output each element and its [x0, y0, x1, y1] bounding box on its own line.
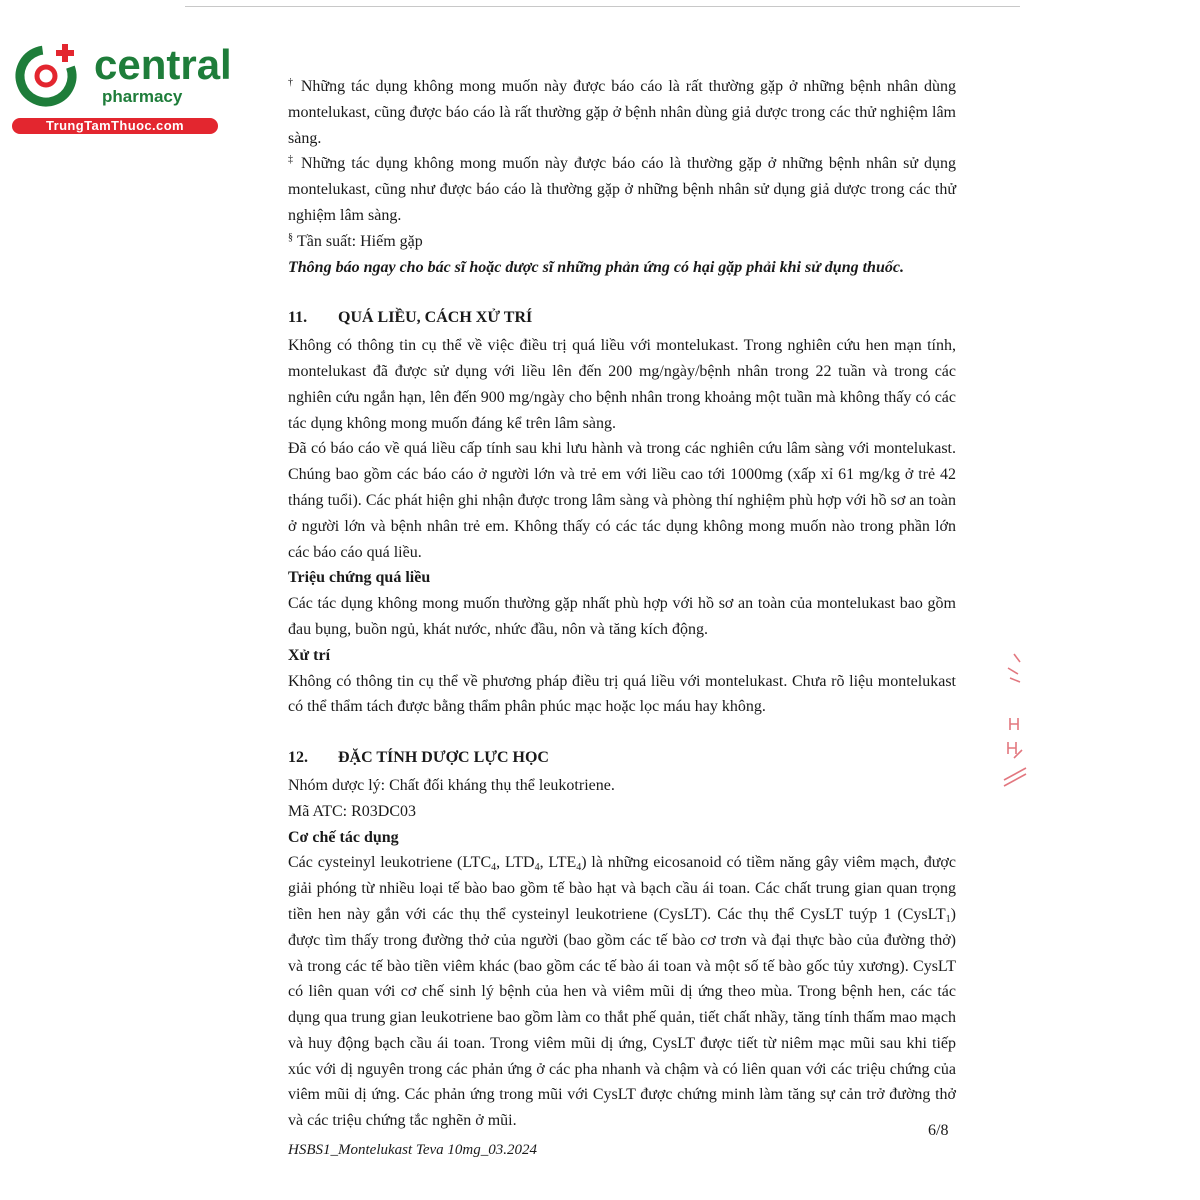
adverse-reaction-warning: Thông báo ngay cho bác sĩ hoặc dược sĩ những phản ứng có hại gặp phải khi sử dụng thuốc.: [288, 258, 904, 276]
atc-code: Mã ATC: R03DC03: [288, 802, 417, 820]
logo-sub-text: pharmacy: [102, 87, 183, 106]
treatment-paragraph: Không có thông tin cụ thể về phương pháp điều trị quá liều với montelukast. Chưa rõ liệu montelukast có thể thẩm tách được bằng thẩm phân phúc mạc hoặc lọc máu hay không.: [288, 672, 956, 716]
section-11-heading: 11. QUÁ LIỀU, CÁCH XỬ TRÍ: [288, 309, 533, 327]
stamp-fragment-icon: [1000, 650, 1030, 790]
ddagger-symbol: ‡: [288, 154, 296, 166]
section-11-paragraph-2: Đã có báo cáo về quá liều cấp tính sau khi lưu hành và trong các nghiên cứu lâm sàng với montelukast. Chúng bao gồm các báo cáo ở người lớn và trẻ em với liều cao tới 1000mg (xấp xỉ 61 mg/kg ở trẻ 42 tháng tuổi). Các phát hiện ghi nhận được trong lâm sàng và phòng thí nghiệm phù hợp với hồ sơ an toàn ở người lớn và bệnh nhân trẻ em. Không thấy có các tác dụng không mong muốn nào trong phần lớn các báo cáo quá liều.: [288, 440, 956, 561]
top-rule: [185, 6, 1020, 7]
section-12-heading: 12. ĐẶC TÍNH DƯỢC LỰC HỌC: [288, 749, 549, 767]
section-11-paragraph-1: Không có thông tin cụ thể về việc điều trị quá liều với montelukast. Trong nghiên cứu hen mạn tính, montelukast đã được sử dụng với liều lên đến 200 mg/ngày/bệnh nhân trong 22 tuần và trong các nghiên cứu ngắn hạn, lên đến 900 mg/ngày cho bệnh nhân trong khoảng một tuần mà không thấy có các tác dụng không mong muốn đáng kể trên lâm sàng.: [288, 337, 956, 432]
mechanism-paragraph: Các cysteinyl leukotriene ($LTC_4$, $LTD_4$, $LTE_4$) là những eicosanoid có tiềm năng gây viêm mạch, được giải phóng từ nhiều loại tế bào bao gồm tế bào hạt và bạch cầu ái toan. Các chất trung gian quan trọng tiền hen này gắn với các thụ thể cysteinyl leukotriene (CysLT). Các thụ thể CysLT tuýp 1 (CysLT$_1$) được tìm thấy trong đường thở của người (bao gồm các tế bào cơ trơn và đại thực bào của đường thở) và trong các tế bào tiền viêm khác (bao gồm các tế bào ái toan và một số tế bào gốc tủy xương). CysLT có liên quan với cơ chế sinh lý bệnh của hen và viêm mũi dị ứng theo mùa. Trong bệnh hen, các tác dụng qua trung gian leukotriene bao gồm làm co thắt phế quản, tiết chất nhầy, tăng tính thấm mao mạch và huy động bạch cầu ái toan. Trong viêm mũi dị ứng, CysLT được tiết từ niêm mạc mũi sau khi tiếp xúc với dị nguyên trong các phản ứng ở các pha nhanh và chậm và có liên quan với các triệu chứng của viêm mũi dị ứng. Các phản ứng trong mũi với CysLT được chứng minh làm tăng sự cản trở đường thở và các triệu chứng tắc nghẽn ở mũi.: [288, 854, 956, 1130]
mechanism-heading: Cơ chế tác dụng: [288, 828, 399, 846]
logo-brand-text: central: [94, 41, 232, 88]
document-body: [288, 74, 956, 1134]
symptoms-paragraph: Các tác dụng không mong muốn thường gặp nhất phù hợp với hồ sơ an toàn của montelukast bao gồm đau bụng, buồn ngủ, khát nước, nhức đầu, nôn và tăng kích động.: [288, 595, 956, 638]
pharmacy-cross-logo-icon: [10, 38, 82, 110]
symptoms-heading: Triệu chứng quá liều: [288, 569, 431, 587]
page-number: 6/8: [928, 1122, 949, 1139]
footnote-dagger: † Những tác dụng không mong muốn này được báo cáo là rất thường gặp ở những bệnh nhân dùng montelukast, cũng được báo cáo là rất thường gặp ở bệnh nhân dùng giả dược trong các thử nghiệm lâm sàng.: [288, 77, 957, 147]
treatment-heading: Xử trí: [288, 646, 331, 664]
document-footer: HSBS1_Montelukast Teva 10mg_03.2024: [288, 1142, 538, 1158]
logo-url-banner: TrungTamThuoc.com: [12, 118, 218, 134]
pharmacological-group: Nhóm dược lý: Chất đối kháng thụ thể leukotriene.: [288, 776, 615, 794]
footnote-section: § Tần suất: Hiếm gặp: [288, 231, 423, 250]
dagger-symbol: †: [288, 77, 295, 88]
central-pharmacy-logo[interactable]: [10, 38, 232, 138]
section-symbol: §: [288, 231, 293, 243]
footnote-ddagger: ‡ Những tác dụng không mong muốn này được báo cáo là thường gặp ở những bệnh nhân sử dụng montelukast, cũng như được báo cáo là thường gặp ở những bệnh nhân sử dụng giả dược trong các thử nghiệm lâm sàng.: [288, 154, 957, 224]
